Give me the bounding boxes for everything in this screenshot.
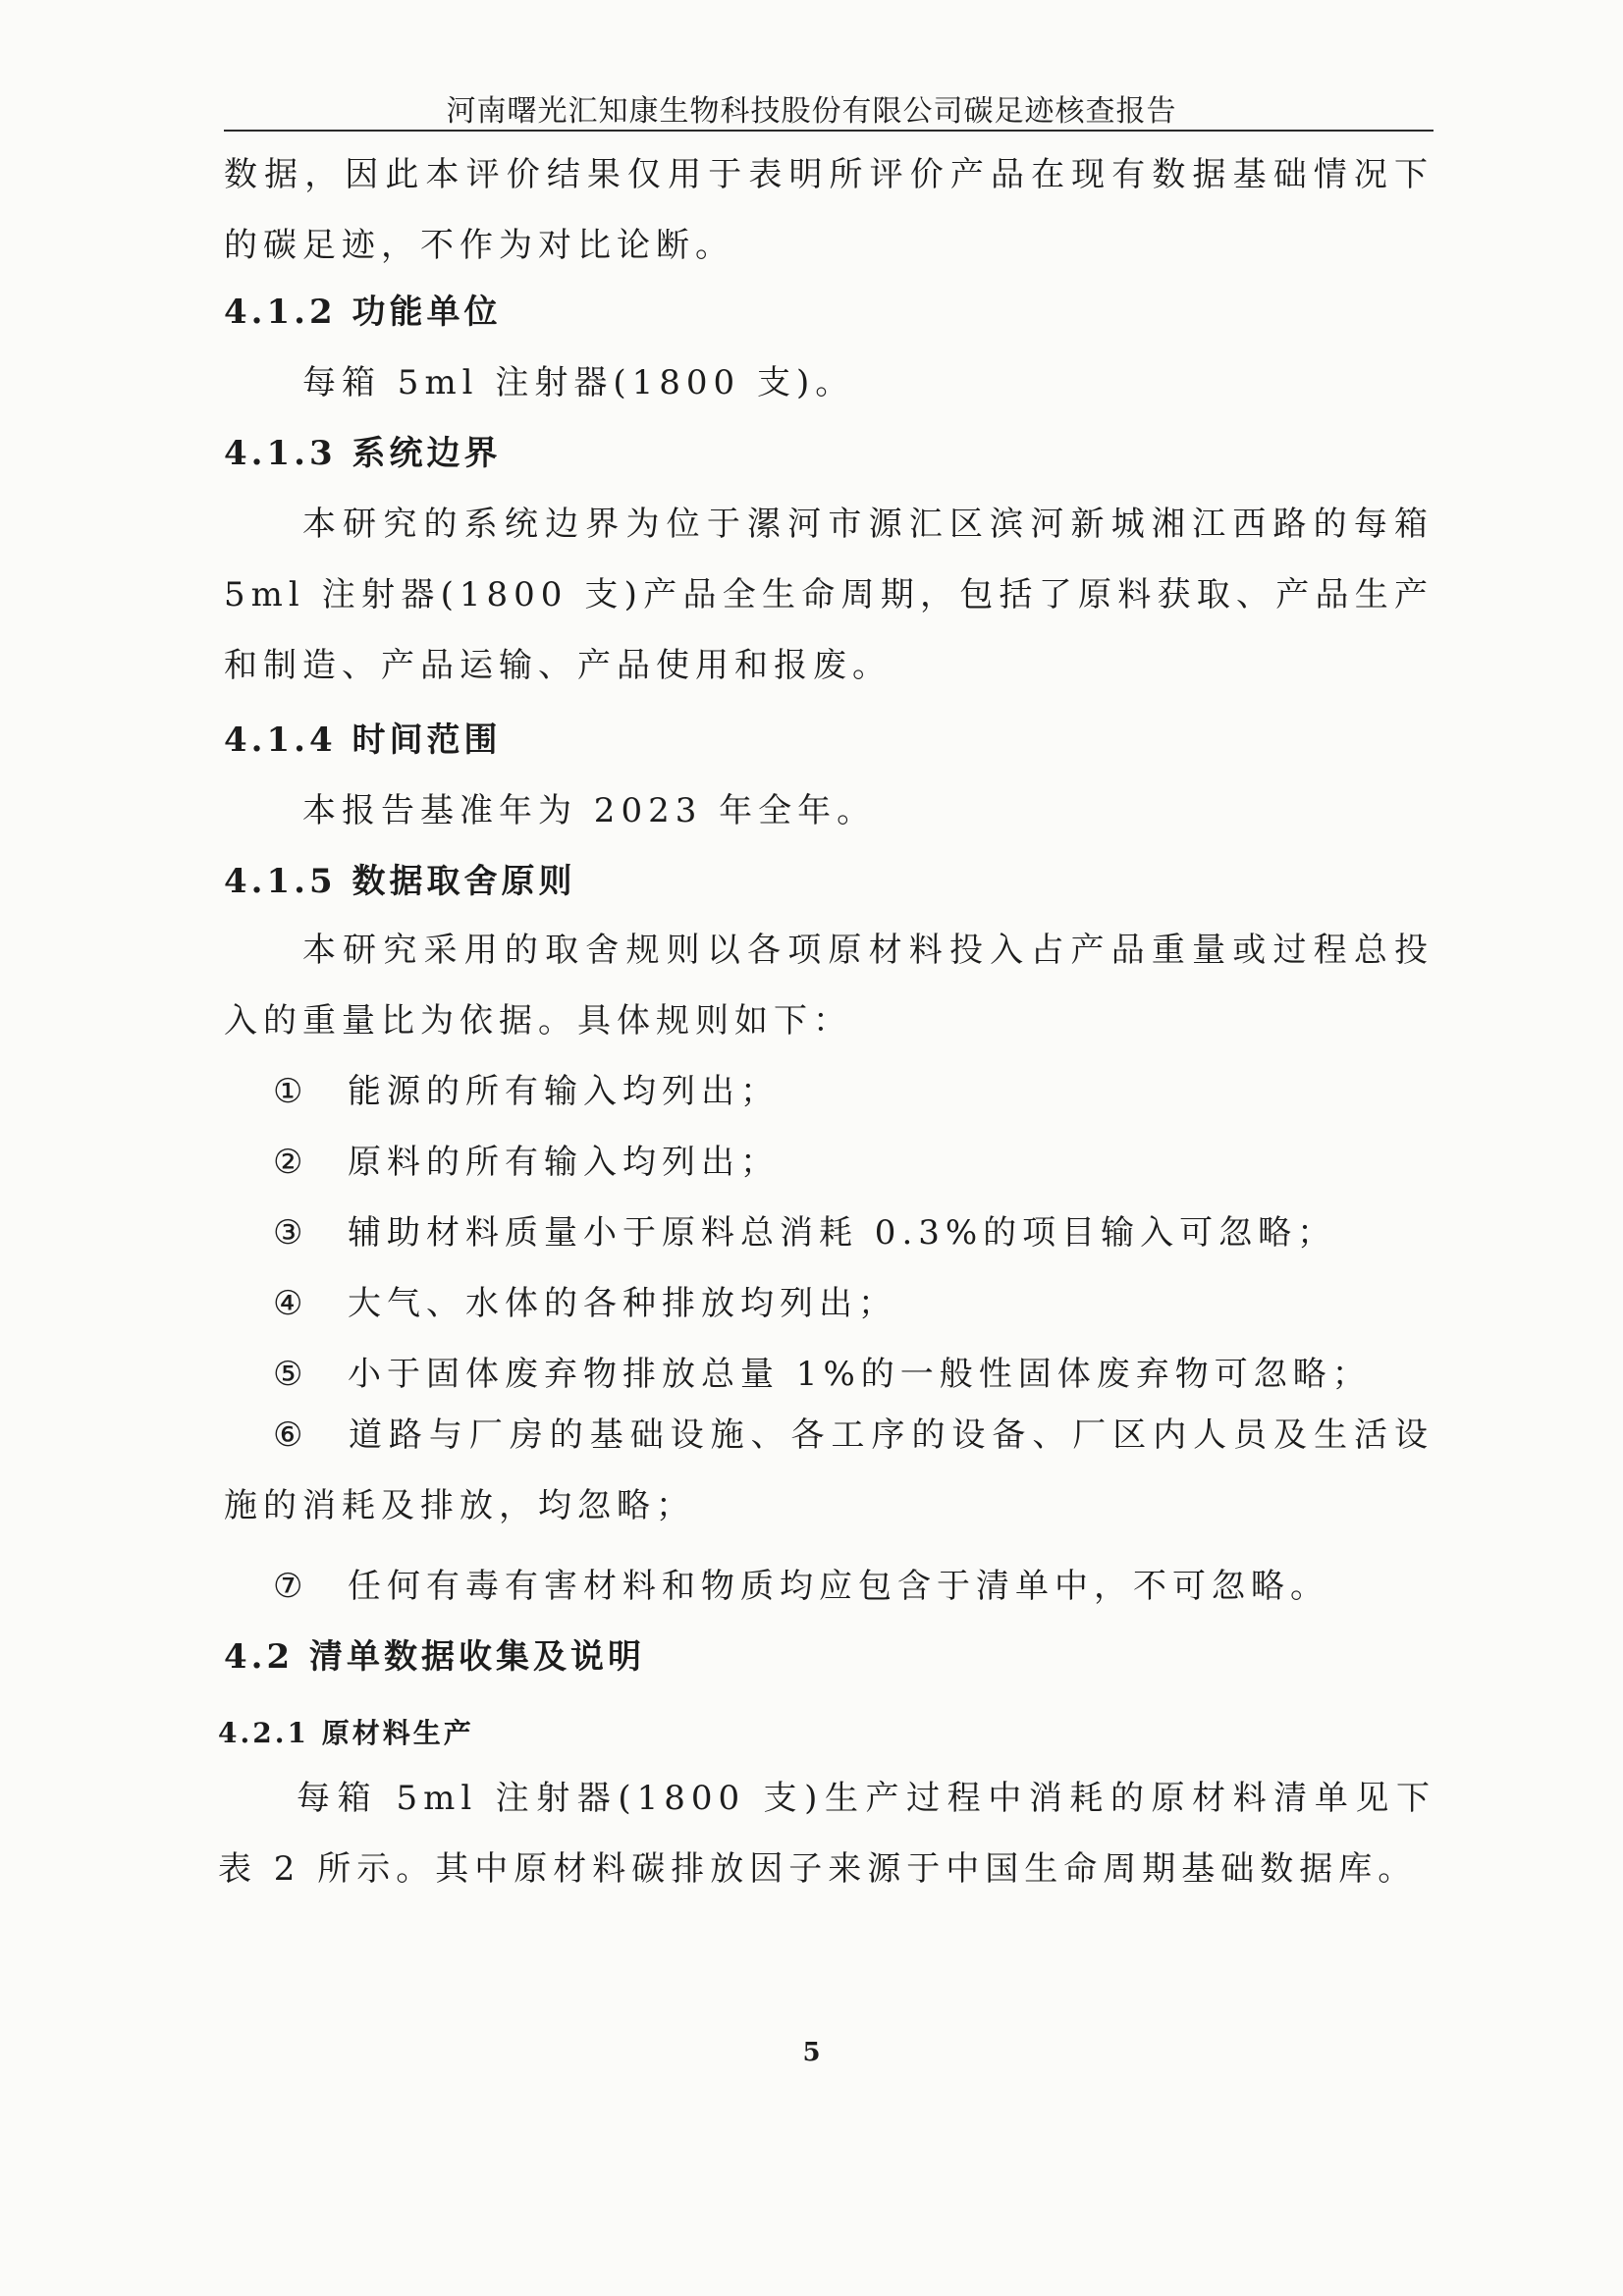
rule-number: ④ [273,1284,309,1323]
section-4-1-2-text: 每箱 5ml 注射器(1800 支)。 [302,363,855,402]
rule-item [224,1400,1434,1541]
rule-text: 原料的所有输入均列出； [348,1143,780,1182]
rule-item [273,1347,1372,1395]
rule-number: ⑥ [273,1415,309,1455]
header-title: 河南曙光汇知康生物科技股份有限公司碳足迹核查报告 [446,94,1177,129]
rule-text: 能源的所有输入均列出； [348,1072,780,1111]
section-4-1-3-text: 本研究的系统边界为位于漯河市源汇区滨河新城湘江西路的每箱 5ml 注射器(1800 支)产品全生命周期，包括了原料获取、产品生产和制造、产品运输、产品使用和报废。 [224,505,1434,685]
section-4-1-3-heading: 4.1.3 系统边界 [224,434,502,473]
section-4-1-5-text: 本研究采用的取舍规则以各项原材料投入占产品重量或过程总投入的重量比为依据。具体规则如下： [224,931,1434,1041]
section-4-1-5-heading: 4.1.5 数据取舍原则 [224,862,576,901]
rule-text: 大气、水体的各种排放均列出； [348,1284,897,1323]
intro-paragraph: 数据，因此本评价结果仅用于表明所评价产品在现有数据基础情况下的碳足迹，不作为对比论断。 [224,155,1434,265]
rule-item [273,1205,1336,1254]
section-4-2-1-heading: 4.2.1 原材料生产 [218,1717,474,1749]
rule-item [273,1276,897,1324]
section-4-1-4-heading: 4.1.4 时间范围 [224,721,502,760]
page-number: 5 [802,2038,821,2067]
rule-text: 辅助材料质量小于原料总消耗 0.3%的项目输入可忽略； [348,1213,1337,1253]
rule-text: 任何有毒有害材料和物质均应包含于清单中，不可忽略。 [348,1567,1329,1606]
section-4-2-1-text: 每箱 5ml 注射器(1800 支)生产过程中消耗的原材料清单见下表 2 所示。其中原材料碳排放因子来源于中国生命周期基础数据库。 [218,1779,1435,1889]
rule-item [273,1559,1329,1607]
section-4-1-2-heading: 4.1.2 功能单位 [224,293,502,332]
section-4-2-heading: 4.2 清单数据收集及说明 [224,1637,645,1677]
rule-number: ③ [273,1213,309,1253]
rule-item [273,1135,780,1183]
rule-number: ⑦ [273,1567,309,1606]
rule-number: ① [273,1072,309,1111]
rule-text: 小于固体废弃物排放总量 1%的一般性固体废弃物可忽略； [348,1355,1372,1394]
rule-item [273,1064,780,1112]
header-divider [224,130,1434,132]
rule-text: 道路与厂房的基础设施、各工序的设备、厂区内人员及生活设施的消耗及排放，均忽略； [224,1415,1434,1525]
rule-number: ⑤ [273,1355,309,1394]
section-4-1-4-text: 本报告基准年为 2023 年全年。 [302,791,877,830]
rule-number: ② [273,1143,309,1182]
